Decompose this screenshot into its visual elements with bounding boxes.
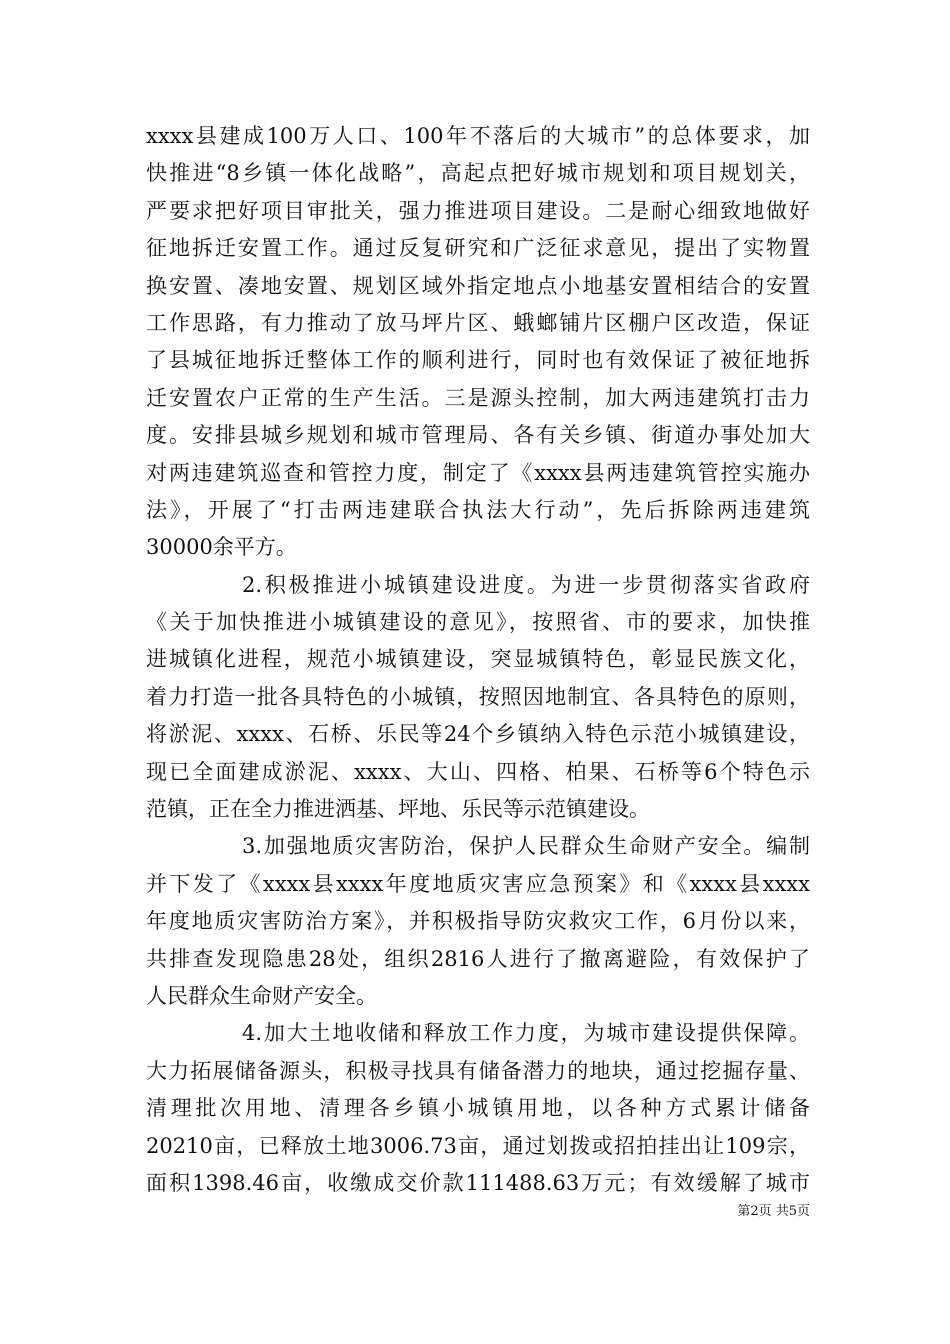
text-line: 换安置、凑地安置、规划区域外指定地点小地基安置相结合的安置 bbox=[146, 273, 810, 298]
text-line: 度。安排县城乡规划和城市管理局、各有关乡镇、街道办事处加大 bbox=[146, 423, 810, 448]
text-line: 面积1398.46亩，收缴成交价款111488.63万元；有效缓解了城市 bbox=[146, 1170, 810, 1195]
text-line: 20210亩，已释放土地3006.73亩，通过划拨或招拍挂出让109宗， bbox=[146, 1133, 810, 1158]
text-line: 迁安置农户正常的生产生活。三是源头控制，加大两违建筑打击力 bbox=[146, 385, 810, 410]
text-line: 严要求把好项目审批关，强力推进项目建设。二是耐心细致地做好 bbox=[146, 198, 810, 223]
text-line: 将淤泥、xxxx、石桥、乐民等24个乡镇纳入特色示范小城镇建设， bbox=[146, 722, 810, 747]
text-line: 2.积极推进小城镇建设进度。为进一步贯彻落实省政府 bbox=[242, 572, 810, 597]
text-line: 征地拆迁安置工作。通过反复研究和广泛征求意见，提出了实物置 bbox=[146, 236, 810, 261]
text-line: 工作思路，有力推动了放马坪片区、蛾螂铺片区棚户区改造，保证 bbox=[146, 310, 810, 335]
text-line: 共排查发现隐患28处，组织2816人进行了撤离避险，有效保护了 bbox=[146, 946, 810, 971]
page-number: 第2页 共5页 bbox=[737, 1204, 810, 1219]
text-line: 大力拓展储备源头，积极寻找具有储备潜力的地块，通过挖掘存量、 bbox=[146, 1058, 810, 1083]
text-line: 年度地质灾害防治方案》，并积极指导防灾救灾工作，6月份以来， bbox=[146, 909, 810, 934]
text-line: 着力打造一批各具特色的小城镇，按照因地制宜、各具特色的原则， bbox=[146, 684, 810, 709]
text-line: 了县城征地拆迁整体工作的顺利进行，同时也有效保证了被征地拆 bbox=[146, 348, 810, 373]
text-line: 人民群众生命财产安全。 bbox=[146, 983, 377, 1008]
text-line: 4.加大土地收储和释放工作力度，为城市建设提供保障。 bbox=[242, 1021, 810, 1046]
text-line: 范镇，正在全力推进洒基、坪地、乐民等示范镇建设。 bbox=[146, 797, 650, 822]
body-text bbox=[146, 118, 810, 1202]
text-line: 30000余平方。 bbox=[146, 535, 297, 560]
text-line: 清理批次用地、清理各乡镇小城镇用地，以各种方式累计储备 bbox=[146, 1096, 810, 1121]
text-line: 快推进“8乡镇一体化战略”，高起点把好城市规划和项目规划关， bbox=[146, 161, 810, 186]
text-line: 进城镇化进程，规范小城镇建设，突显城镇特色，彰显民族文化， bbox=[146, 647, 810, 672]
text-line: 法》，开展了“打击两违建联合执法大行动”，先后拆除两违建筑 bbox=[146, 497, 810, 522]
text-line: 现已全面建成淤泥、xxxx、大山、四格、柏果、石桥等6个特色示 bbox=[146, 759, 810, 784]
text-line: 《关于加快推进小城镇建设的意见》，按照省、市的要求，加快推 bbox=[146, 610, 810, 635]
text-line: 3.加强地质灾害防治，保护人民群众生命财产安全。编制 bbox=[242, 834, 810, 859]
text-line: xxxx县建成100万人口、100年不落后的大城市”的总体要求，加 bbox=[146, 124, 810, 148]
text-line: 对两违建筑巡查和管控力度，制定了《xxxx县两违建筑管控实施办 bbox=[146, 460, 810, 485]
text-line: 并下发了《xxxx县xxxx年度地质灾害应急预案》和《xxxx县xxxx bbox=[146, 871, 810, 896]
